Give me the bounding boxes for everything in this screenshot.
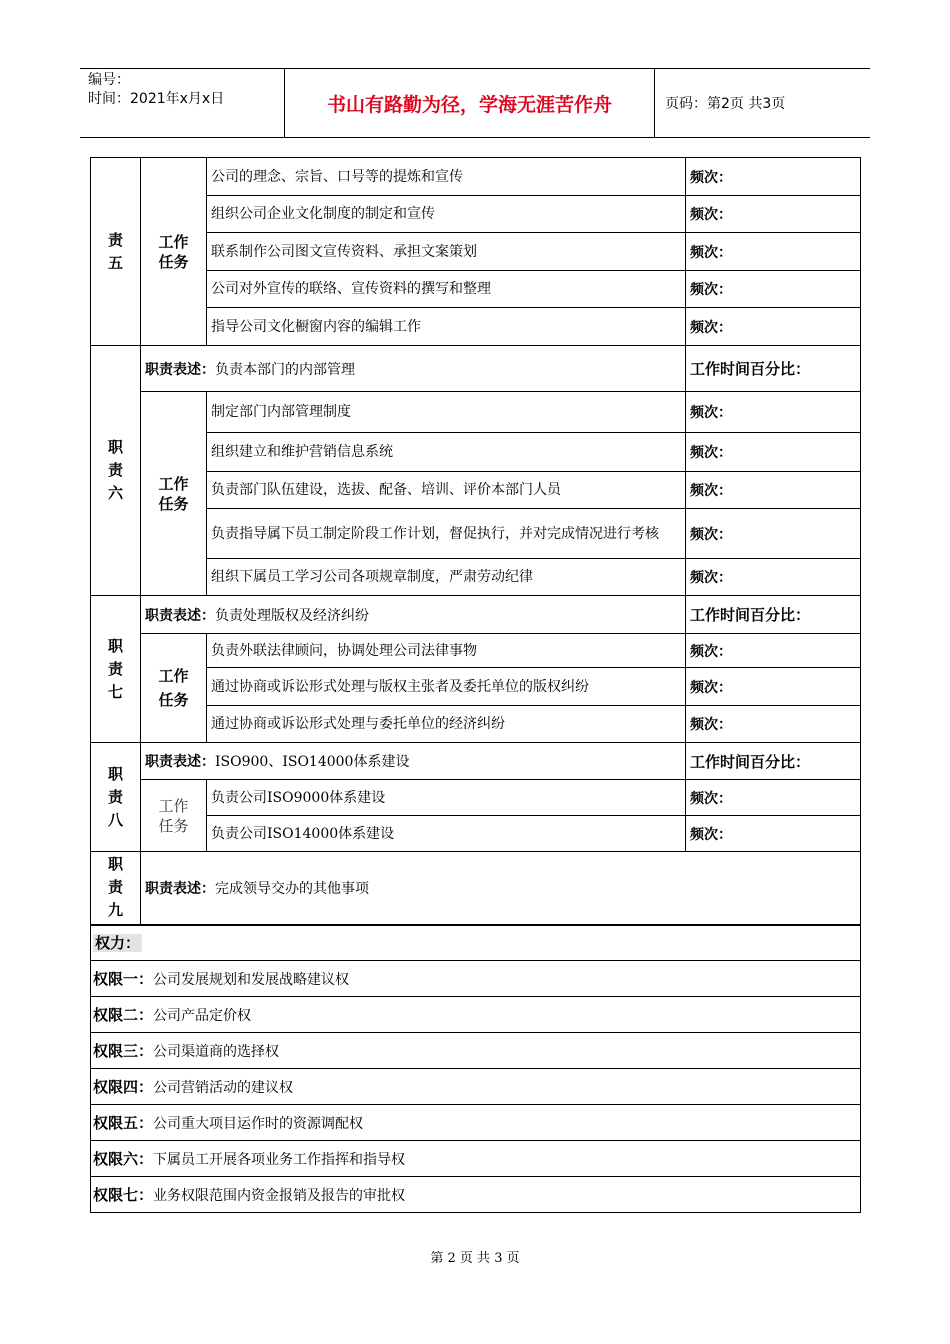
frequency-label: 频次： xyxy=(686,816,861,852)
description-text: 负责本部门的内部管理 xyxy=(215,361,355,378)
page-footer: 第 2 页 共 3 页 xyxy=(430,1251,520,1266)
table-row xyxy=(91,634,861,668)
frequency-label: 频次： xyxy=(686,634,861,668)
task-item: 负责公司ISO9000体系建设 xyxy=(207,780,686,816)
header-meta xyxy=(88,71,224,109)
task-item: 公司对外宣传的联络、宣传资料的撰写和整理 xyxy=(207,271,686,308)
task-item: 负责部门队伍建设，选拔、配备、培训、评价本部门人员 xyxy=(207,472,686,509)
description-label: 职责表述： xyxy=(145,361,215,378)
document-header xyxy=(80,68,870,138)
frequency-label: 频次： xyxy=(686,233,861,271)
duty-description xyxy=(141,743,686,780)
table-row xyxy=(91,196,861,233)
duty-title: 职责八 xyxy=(91,743,141,852)
power-item: 权限七：业务权限范围内资金报销及报告的审批权 xyxy=(91,1177,861,1213)
frequency-label: 频次： xyxy=(686,780,861,816)
description-label: 职责表述： xyxy=(145,607,215,624)
work-task-label: 工作任务 xyxy=(141,780,207,852)
description-text: ISO900、ISO14000体系建设 xyxy=(215,754,410,770)
table-row xyxy=(91,308,861,346)
table-row xyxy=(91,509,861,559)
task-item: 制定部门内部管理制度 xyxy=(207,392,686,433)
table-row xyxy=(91,433,861,472)
table-row xyxy=(91,596,861,634)
time-percentage-label: 工作时间百分比： xyxy=(686,743,861,780)
task-item: 通过协商或诉讼形式处理与版权主张者及委托单位的版权纠纷 xyxy=(207,668,686,706)
powers-heading: 权力： xyxy=(91,925,861,961)
frequency-label: 频次： xyxy=(686,392,861,433)
table-row xyxy=(91,706,861,743)
duty-description xyxy=(141,346,686,392)
table-row xyxy=(91,158,861,196)
table-row xyxy=(91,233,861,271)
frequency-label: 频次： xyxy=(686,668,861,706)
table-row xyxy=(91,1033,861,1069)
description-text: 完成领导交办的其他事项 xyxy=(215,880,369,897)
duty-title: 职责六 xyxy=(91,346,141,596)
task-item: 组织下属员工学习公司各项规章制度，严肃劳动纪律 xyxy=(207,559,686,596)
task-item: 负责公司ISO14000体系建设 xyxy=(207,816,686,852)
task-item: 组织公司企业文化制度的制定和宣传 xyxy=(207,196,686,233)
frequency-label: 频次： xyxy=(686,271,861,308)
work-task-label: 工作任务 xyxy=(141,392,207,596)
duty-title: 责五 xyxy=(91,158,141,346)
description-text: 负责处理版权及经济纠纷 xyxy=(215,607,369,624)
frequency-label: 频次： xyxy=(686,559,861,596)
frequency-label: 频次： xyxy=(686,158,861,196)
table-row xyxy=(91,925,861,961)
document-date: 时间：2021年x月x日 xyxy=(88,91,225,107)
frequency-label: 频次： xyxy=(686,196,861,233)
duty-description xyxy=(141,852,861,925)
duty-title: 职责七 xyxy=(91,596,141,743)
table-row xyxy=(91,559,861,596)
time-percentage-label: 工作时间百分比： xyxy=(686,596,861,634)
header-divider xyxy=(654,69,655,137)
document-number: 编号： xyxy=(88,72,130,88)
table-row xyxy=(91,271,861,308)
work-task-label: 工作任务 xyxy=(141,634,207,743)
header-page-number: 页码：第2页 共3页 xyxy=(665,96,786,112)
table-row xyxy=(91,668,861,706)
table-row xyxy=(91,346,861,392)
power-item: 权限五：公司重大项目运作时的资源调配权 xyxy=(91,1105,861,1141)
task-item: 联系制作公司图文宣传资料、承担文案策划 xyxy=(207,233,686,271)
header-motto: 书山有路勤为径，学海无涯苦作舟 xyxy=(326,93,612,116)
power-item: 权限一：公司发展规划和发展战略建议权 xyxy=(91,961,861,997)
table-row xyxy=(91,816,861,852)
task-item: 指导公司文化橱窗内容的编辑工作 xyxy=(207,308,686,346)
task-item: 负责指导属下员工制定阶段工作计划，督促执行，并对完成情况进行考核 xyxy=(207,509,686,559)
task-item: 通过协商或诉讼形式处理与委托单位的经济纠纷 xyxy=(207,706,686,743)
duty-title: 职责九 xyxy=(91,852,141,925)
duty-description xyxy=(141,596,686,634)
table-row xyxy=(91,1141,861,1177)
power-item: 权限四：公司营销活动的建议权 xyxy=(91,1069,861,1105)
table-row xyxy=(91,1105,861,1141)
frequency-label: 频次： xyxy=(686,509,861,559)
table-row xyxy=(91,1177,861,1213)
table-row xyxy=(91,780,861,816)
table-row xyxy=(91,852,861,925)
work-task-label: 工作任务 xyxy=(141,158,207,346)
table-row xyxy=(91,472,861,509)
frequency-label: 频次： xyxy=(686,433,861,472)
power-item: 权限三：公司渠道商的选择权 xyxy=(91,1033,861,1069)
task-item: 负责外联法律顾问，协调处理公司法律事物 xyxy=(207,634,686,668)
table-row xyxy=(91,392,861,433)
power-item: 权限二：公司产品定价权 xyxy=(91,997,861,1033)
power-item: 权限六：下属员工开展各项业务工作指挥和指导权 xyxy=(91,1141,861,1177)
description-label: 职责表述： xyxy=(145,754,215,770)
table-row xyxy=(91,961,861,997)
frequency-label: 频次： xyxy=(686,472,861,509)
frequency-label: 频次： xyxy=(686,706,861,743)
duties-table xyxy=(90,157,861,1213)
table-row xyxy=(91,1069,861,1105)
task-item: 组织建立和维护营销信息系统 xyxy=(207,433,686,472)
time-percentage-label: 工作时间百分比： xyxy=(686,346,861,392)
task-item: 公司的理念、宗旨、口号等的提炼和宣传 xyxy=(207,158,686,196)
frequency-label: 频次： xyxy=(686,308,861,346)
table-row xyxy=(91,743,861,780)
table-row xyxy=(91,997,861,1033)
description-label: 职责表述： xyxy=(145,880,215,897)
